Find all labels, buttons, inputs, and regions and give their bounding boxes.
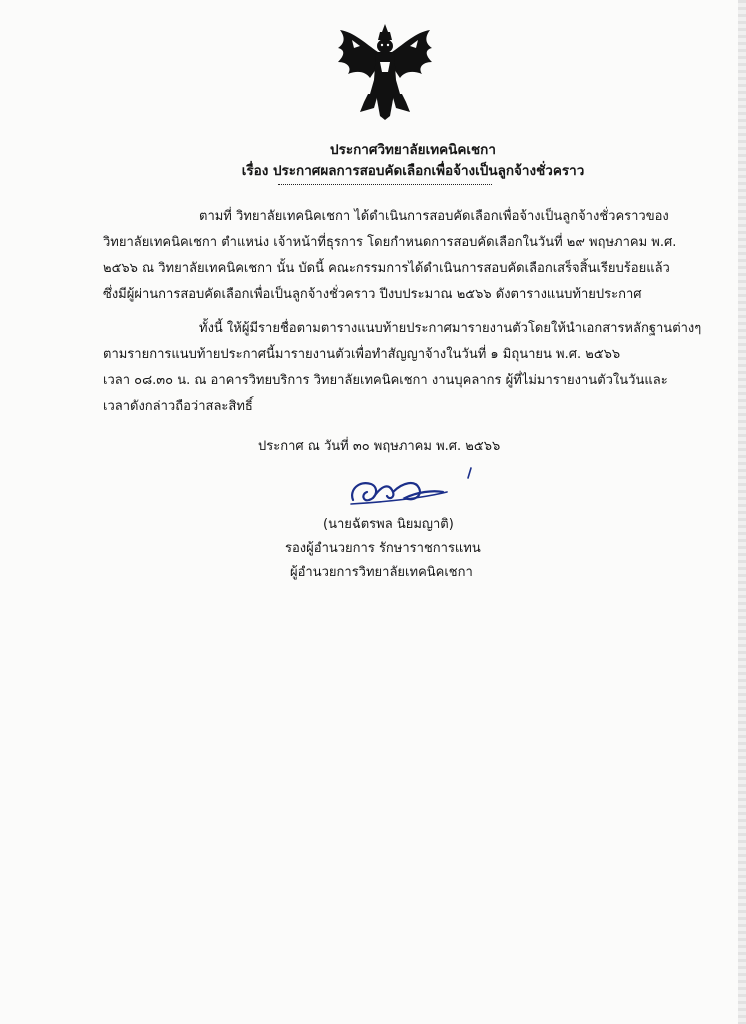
announcement-title: ประกาศวิทยาลัยเทคนิคเชกา bbox=[330, 142, 496, 158]
announcement-subject: เรื่อง ประกาศผลการสอบคัดเลือกเพื่อจ้างเป็นลูกจ้างชั่วคราว bbox=[241, 163, 585, 179]
scan-edge bbox=[738, 0, 746, 1024]
paragraph1-line: ตามที่ วิทยาลัยเทคนิคเชกา ได้ดำเนินการสอบคัดเลือกเพื่อจ้างเป็นลูกจ้างชั่วคราวของ bbox=[199, 209, 669, 224]
paragraph2-line: เวลาดังกล่าวถือว่าสละสิทธิ์ bbox=[103, 399, 253, 414]
paragraph2-line: ทั้งนี้ ให้ผู้มีรายชื่อตามตารางแนบท้ายประกาศมารายงานตัวโดยให้นำเอกสารหลักฐานต่างๆ bbox=[199, 321, 702, 336]
paragraph1-line: วิทยาลัยเทคนิคเชกา ตำแหน่ง เจ้าหน้าที่ธุรการ โดยกำหนดการสอบคัดเลือกในวันที่ ๒๙ พฤษภาคม พ.ศ. bbox=[103, 235, 677, 250]
dotted-divider bbox=[278, 184, 492, 185]
signature bbox=[343, 462, 493, 512]
signer-position: ผู้อำนวยการวิทยาลัยเทคนิคเชกา bbox=[290, 565, 473, 580]
signer-position: รองผู้อำนวยการ รักษาราชการแทน bbox=[285, 541, 481, 556]
garuda-emblem bbox=[330, 22, 440, 122]
paragraph2-line: เวลา ๐๘.๓๐ น. ณ อาคารวิทยบริการ วิทยาลัยเทคนิคเชกา งานบุคลากร ผู้ที่ไม่มารายงานตัวในวันและ bbox=[103, 373, 668, 388]
paragraph1-line: ๒๕๖๖ ณ วิทยาลัยเทคนิคเชกา นั้น บัดนี้ คณะกรรมการได้ดำเนินการสอบคัดเลือกเสร็จสิ้นเรียบร้อยแล้ว bbox=[103, 261, 670, 276]
announcement-date: ประกาศ ณ วันที่ ๓๐ พฤษภาคม พ.ศ. ๒๕๖๖ bbox=[258, 439, 501, 454]
paragraph2-line: ตามรายการแนบท้ายประกาศนี้มารายงานตัวเพื่อทำสัญญาจ้างในวันที่ ๑ มิถุนายน พ.ศ. ๒๕๖๖ bbox=[103, 347, 621, 362]
paragraph1-line: ซึ่งมีผู้ผ่านการสอบคัดเลือกเพื่อเป็นลูกจ้างชั่วคราว ปีงบประมาณ ๒๕๖๖ ดังตารางแนบท้ายประกาศ bbox=[103, 287, 642, 302]
signer-name: (นายฉัตรพล นิยมญาติ) bbox=[323, 517, 454, 532]
